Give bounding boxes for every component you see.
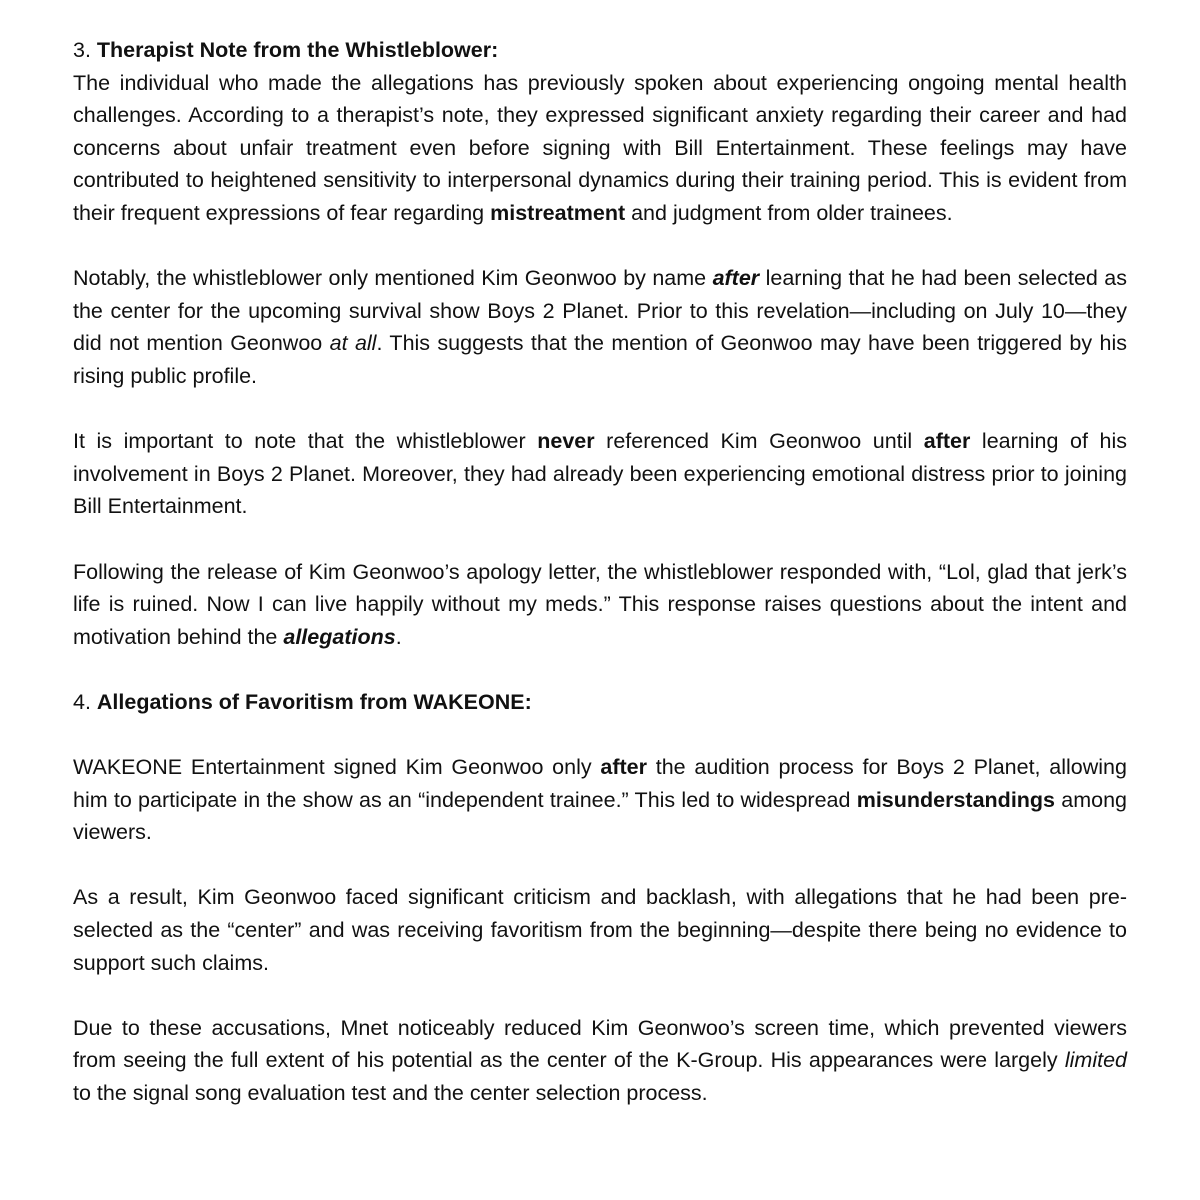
section-4-heading [73, 686, 1127, 719]
text-run: As a result, Kim Geonwoo faced significant criticism and backlash, with allegations that he had been pre-selected as the “center” and was receiving favoritism from the beginning—despite there being no evidence to support such claims. [73, 885, 1127, 975]
emphasis-bold: after [600, 755, 647, 780]
section-3-paragraph-2 [73, 262, 1127, 392]
section-3-paragraph-1 [73, 67, 1127, 230]
section-3-paragraph-4 [73, 556, 1127, 654]
section-4-number: 4. [73, 689, 97, 714]
section-4-paragraph-3 [73, 1012, 1127, 1110]
text-run: among viewers. [73, 787, 1127, 845]
text-run: Notably, the whistleblower only mentioned Kim Geonwoo by name [73, 266, 713, 291]
text-run: to the signal song evaluation test and the center selection process. [73, 1081, 708, 1105]
text-run: referenced Kim Geonwoo until [594, 429, 924, 454]
text-run: It is important to note that the whistleblower [73, 429, 538, 454]
emphasis-bold: mistreatment [490, 200, 626, 225]
section-4-title: Allegations of Favoritism from WAKEONE: [96, 689, 532, 714]
text-run: . [395, 624, 402, 649]
text-run: learning of his involvement in Boys 2 Planet. Moreover, they had already been experiencing emotional distress prior to joining Bill Entertainment. [73, 429, 1127, 519]
text-run: . This suggests that the mention of Geonwoo may have been triggered by his rising public profile. [73, 331, 1128, 388]
emphasis-bold-italic: after [712, 266, 760, 291]
text-run: Following the release of Kim Geonwoo’s apology letter, the whistleblower responded with, “Lol, glad that jerk’s life is ruined. Now I can live happily without my meds.” This response raises questions about the intent and motivation behind the [73, 559, 1127, 649]
section-3-paragraph-3 [73, 425, 1127, 523]
section-3-title: Therapist Note from the Whistleblower: [96, 38, 499, 62]
text-run: Due to these accusations, Mnet noticeably reduced Kim Geonwoo’s screen time, which prevented viewers from seeing the full extent of his potential as the center of the K-Group. His appearances were largely [73, 1015, 1127, 1073]
emphasis-italic: at all [329, 331, 377, 356]
text-run: WAKEONE Entertainment signed Kim Geonwoo only [73, 755, 601, 780]
text-run: learning that he had been selected as the center for the upcoming survival show Boys 2 Planet. Prior to this revelation—including on July 10—they did not mention Geonwoo [73, 266, 1128, 356]
text-run: The individual who made the allegations has previously spoken about experiencing ongoing mental health challenges. According to a therapist’s note, they expressed significant anxiety regarding their career and had concerns about unfair treatment even before signing with Bill Entertainment. These feelings may have contributed to heightened sensitivity to interpersonal dynamics during their training period. This is evident from their frequent expressions of fear regarding [73, 70, 1127, 225]
section-4-paragraph-1 [73, 751, 1127, 849]
section-3-heading [73, 34, 1127, 67]
section-4-paragraph-2 [73, 881, 1127, 979]
emphasis-bold: never [537, 429, 595, 454]
section-3-number: 3. [73, 38, 97, 62]
emphasis-bold: misunderstandings [856, 787, 1056, 812]
emphasis-italic: limited [1064, 1048, 1127, 1073]
emphasis-bold: after [923, 429, 971, 454]
text-run: and judgment from older trainees. [625, 200, 953, 225]
emphasis-bold-italic: allegations [283, 624, 396, 649]
text-run: the audition process for Boys 2 Planet, allowing him to participate in the show as an “independent trainee.” This led to widespread [73, 755, 1127, 812]
